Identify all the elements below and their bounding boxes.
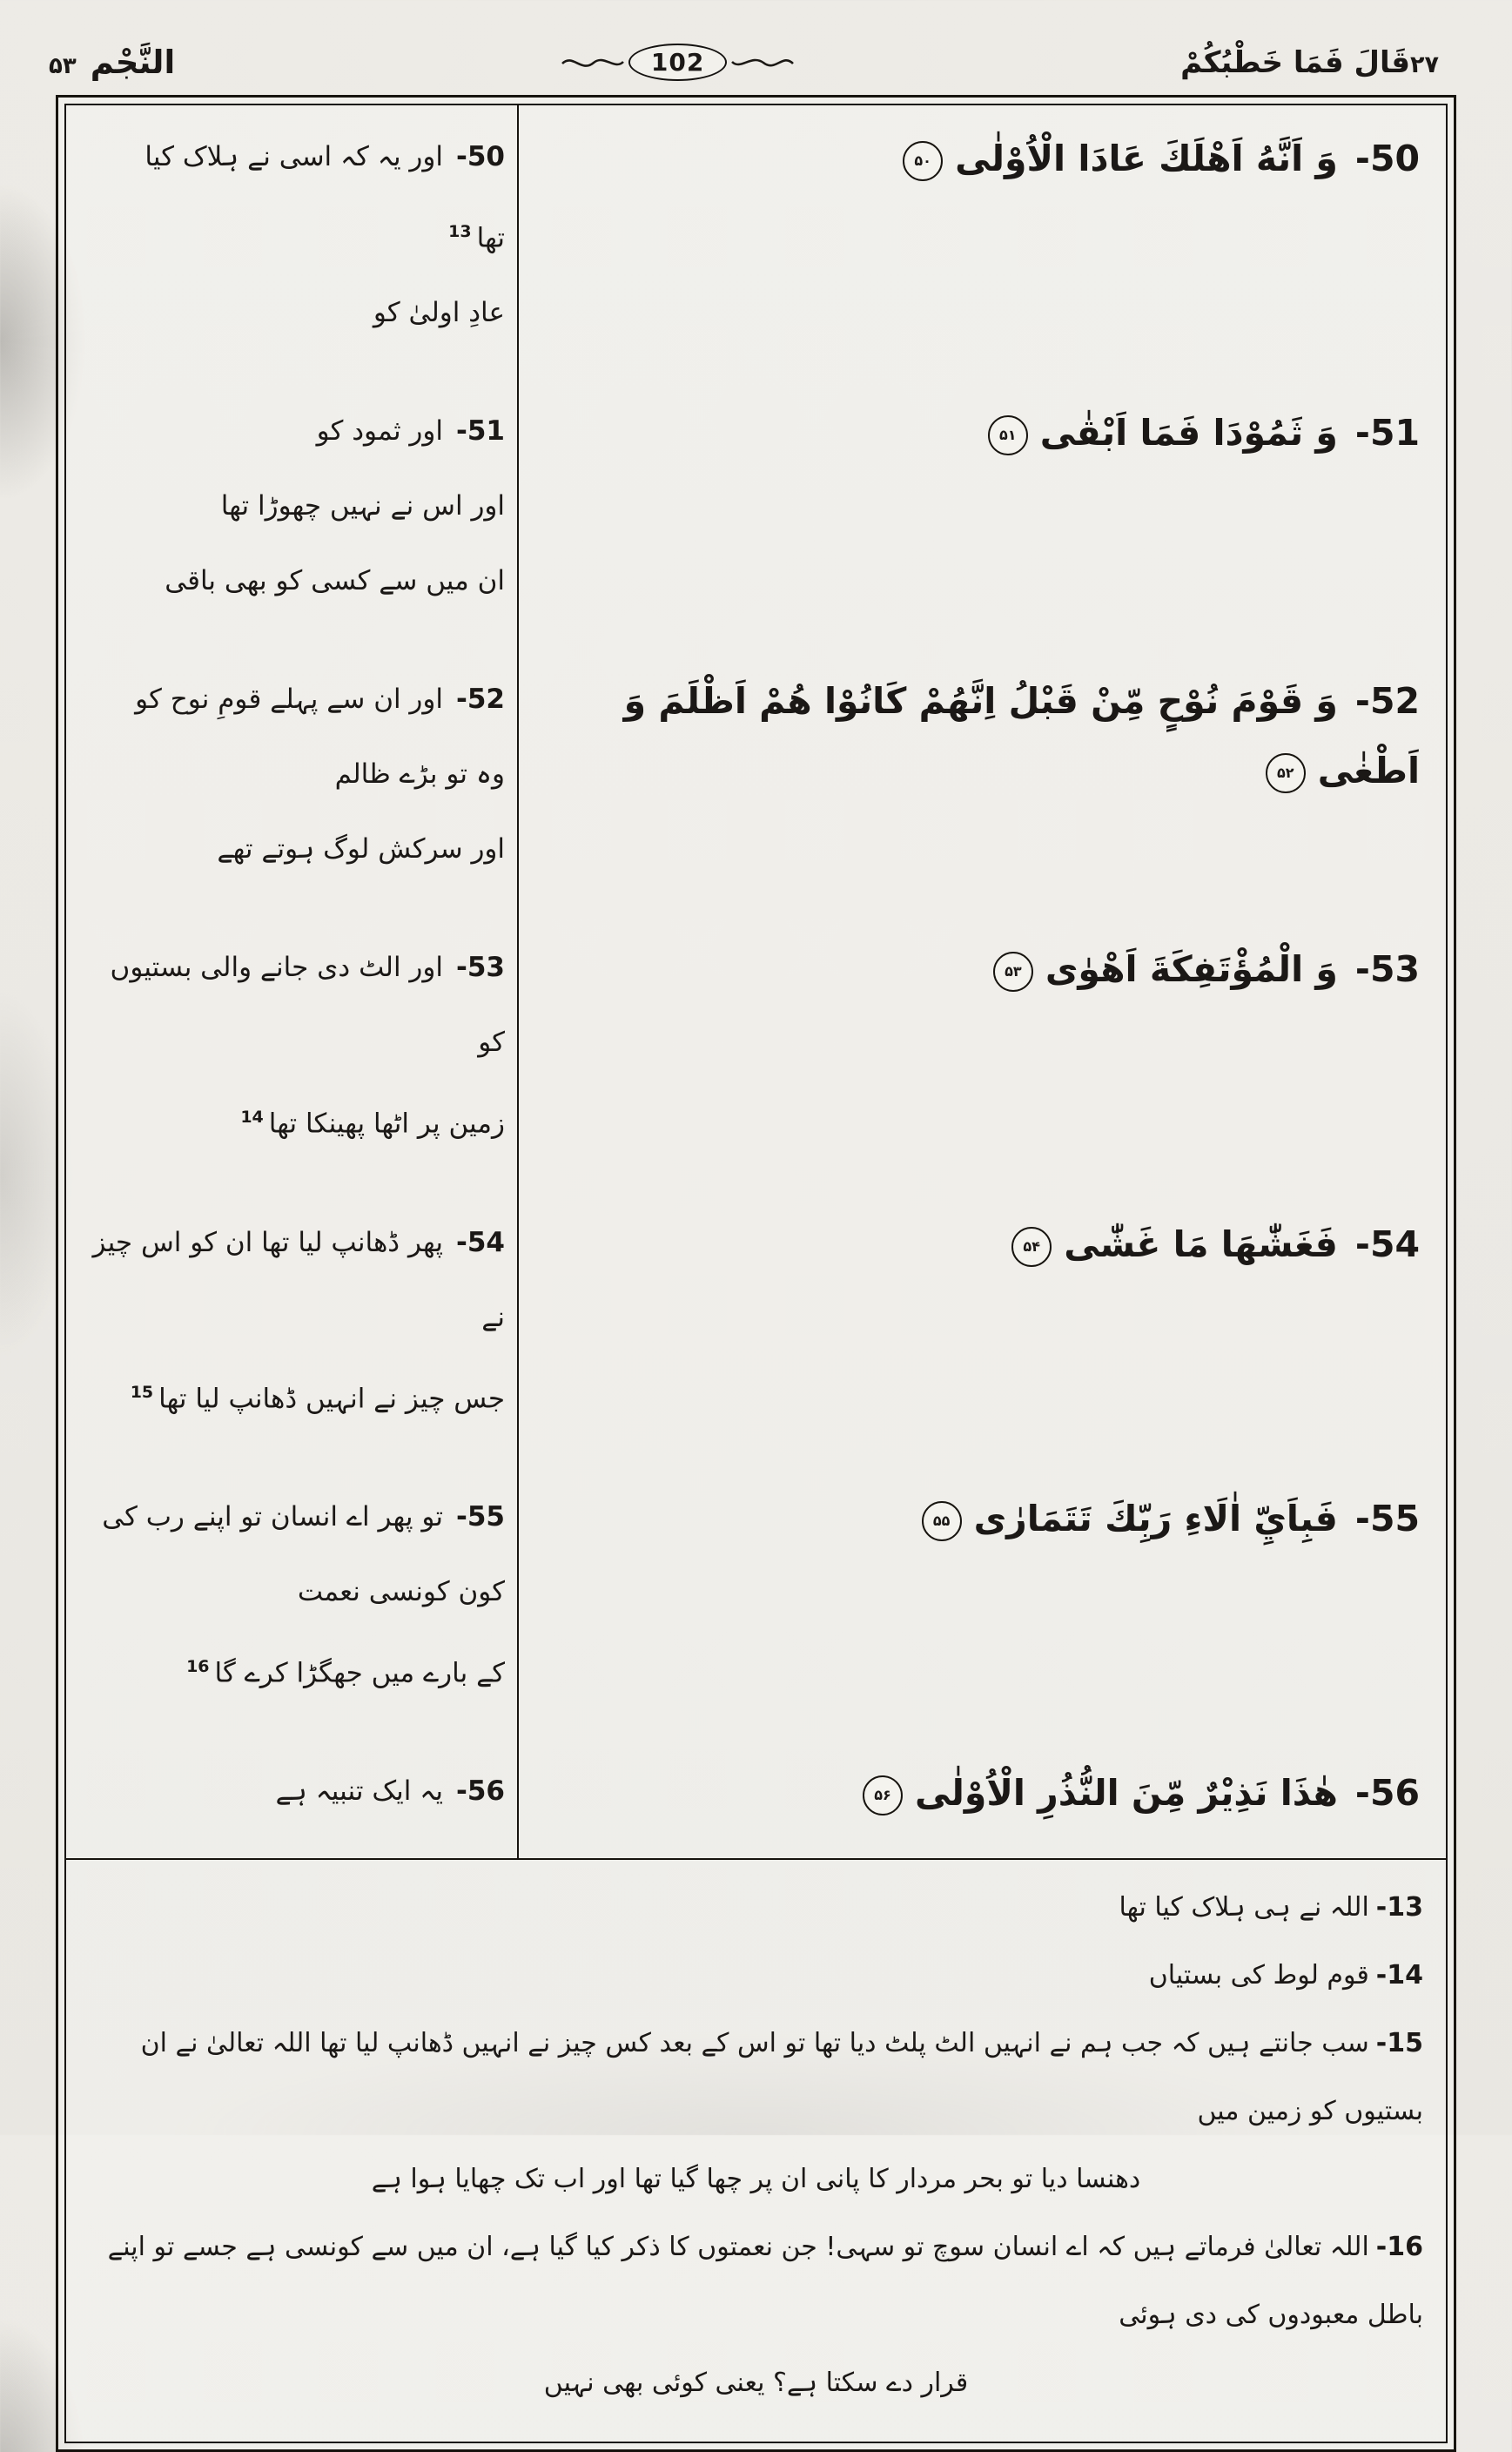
urdu-text: پھر ڈھانپ لیا تھا ان کو اس چیز نے (92, 1226, 505, 1333)
verse-number: 54- (1354, 1223, 1420, 1265)
ayah-number: ۵۲ (1276, 765, 1294, 782)
urdu-translation-cell (66, 105, 517, 380)
page-frame (56, 95, 1456, 2452)
urdu-text: جس چیز نے انہیں ڈھانپ لیا تھا (158, 1382, 505, 1414)
ayah-end-marker (1011, 1227, 1052, 1267)
urdu-line (92, 1479, 505, 1629)
footnote-text: سب جانتے ہیں کہ جب ہم نے انہیں الٹ پلٹ دیا تھا تو اس کے بعد کس چیز نے انہیں ڈھانپ لیا تھا اللہ تعالیٰ نے ان بستیوں کو زمین میں (140, 2028, 1423, 2127)
verse-row-56 (66, 1740, 1446, 1858)
arabic-verse-cell (517, 916, 1446, 1190)
urdu-text: عادِ اولیٰ کو (373, 297, 505, 329)
verse-number: 52- (455, 684, 505, 716)
urdu-text: وہ تو بڑے ظالم (334, 758, 505, 791)
urdu-text: اور الٹ دی جانے والی بستیوں کو (110, 952, 505, 1059)
urdu-line (92, 1080, 505, 1161)
ayah-number: ۵۴ (1023, 1237, 1040, 1255)
footnote-line (89, 2010, 1423, 2146)
footnote-line (89, 1942, 1423, 2010)
urdu-translation-cell (66, 648, 517, 916)
verse-number: 51- (455, 415, 505, 448)
page-header (0, 44, 1512, 95)
arabic-verse-text: وَ ثَمُوْدَا فَمَا اَبْقٰى (1039, 412, 1338, 455)
verse-row-55 (66, 1465, 1446, 1740)
footnote-number: 13- (1375, 1892, 1423, 1923)
urdu-line (92, 119, 505, 275)
ayah-end-marker (922, 1501, 962, 1541)
urdu-text: زمین پر اٹھا پھینکا تھا (268, 1108, 505, 1140)
surah-number: ۵۳ (49, 53, 77, 79)
ayah-number: ۵۱ (998, 427, 1017, 444)
arabic-verse-text: فَبِاَيِّ اٰلَاءِ رَبِّكَ تَتَمَارٰى (973, 1497, 1338, 1539)
footnote-13 (89, 1874, 1423, 1942)
urdu-text: کے بارے میں جھگڑا کرے گا (214, 1657, 505, 1689)
verse-row-50 (66, 105, 1446, 380)
urdu-translation-cell (66, 1740, 517, 1858)
urdu-line (92, 1754, 505, 1829)
urdu-line (92, 737, 505, 812)
footnote-text: دھنسا دیا تو بحر مردار کا پانی ان پر چھا گیا تھا اور اب تک چھایا ہوا ہے (371, 2164, 1141, 2195)
juz-number: ۲۷ (1410, 51, 1439, 78)
urdu-line (92, 468, 505, 543)
ayah-end-marker (1266, 753, 1306, 793)
verse-number: 51- (1354, 412, 1420, 455)
footnote-15 (89, 2010, 1423, 2213)
arabic-verse-text: فَغَشّٰهَا مَا غَشّٰى (1064, 1223, 1338, 1265)
arabic-verse-cell (517, 648, 1446, 916)
verse-row-54 (66, 1191, 1446, 1465)
ayah-end-marker (993, 952, 1033, 992)
urdu-text: ان میں سے کسی کو بھی باقی (165, 565, 505, 597)
urdu-line (92, 1205, 505, 1355)
footnote-line (89, 2349, 1423, 2417)
arabic-verse-cell (517, 1740, 1446, 1858)
urdu-line (92, 394, 505, 468)
arabic-verse-cell (517, 1191, 1446, 1465)
ayah-number: ۵۵ (932, 1512, 951, 1529)
ornament-right-icon (730, 51, 795, 74)
urdu-translation-cell (66, 1465, 517, 1740)
urdu-text: اور ثمود کو (316, 415, 443, 448)
urdu-translation-cell (66, 380, 517, 648)
footnote-14 (89, 1942, 1423, 2010)
arabic-verse-cell (517, 105, 1446, 380)
urdu-line (92, 1629, 505, 1710)
urdu-line (92, 275, 505, 350)
verse-number: 56- (455, 1775, 505, 1808)
urdu-translation-cell (66, 916, 517, 1190)
verse-row-53 (66, 916, 1446, 1190)
footnote-16 (89, 2213, 1423, 2417)
footnote-text: اللہ تعالیٰ فرماتے ہیں کہ اے انسان سوچ تو سہی! جن نعمتوں کا ذکر کیا گیا ہے، ان میں سے کونسی ہے جسے تو اپنے باطل معبودوں کی دی ہوئی (107, 2232, 1423, 2331)
urdu-line (92, 543, 505, 618)
arabic-verse-text: وَ قَوْمَ نُوْحٍ مِّنْ قَبْلُ اِنَّهُمْ كَانُوْا هُمْ اَظْلَمَ وَ اَطْغٰى (623, 680, 1420, 792)
footnote-ref: 14 (240, 1108, 264, 1128)
urdu-text: تو پھر اے انسان تو اپنے رب کی کون کونسی نعمت (102, 1500, 505, 1607)
urdu-line (92, 930, 505, 1080)
surah-name: النَّجْم (90, 44, 176, 81)
surah-title (49, 44, 175, 81)
urdu-translation-cell (66, 1191, 517, 1465)
footnote-text: قرار دے سکتا ہے؟ یعنی کوئی بھی نہیں (543, 2368, 969, 2399)
verse-row-51 (66, 380, 1446, 648)
urdu-text: اور ان سے پہلے قومِ نوح کو (135, 684, 443, 716)
verse-number: 53- (1354, 948, 1420, 991)
juz-title (1180, 45, 1451, 80)
verse-number: 56- (1354, 1772, 1420, 1815)
footnote-line (89, 1874, 1423, 1942)
footnote-ref: 16 (186, 1656, 210, 1676)
footnote-number: 15- (1375, 2028, 1423, 2059)
footnotes-section (66, 1858, 1446, 2442)
arabic-verse-cell (517, 1465, 1446, 1740)
footnote-ref: 13 (448, 222, 472, 241)
verse-number: 53- (455, 952, 505, 984)
footnote-ref: 15 (130, 1382, 154, 1402)
ayah-number: ۵۶ (874, 1787, 891, 1804)
footnote-text: اللہ نے ہی ہلاک کیا تھا (1119, 1892, 1369, 1923)
urdu-line (92, 662, 505, 737)
footnote-line (89, 2146, 1423, 2213)
ornament-left-icon (561, 51, 625, 74)
ayah-end-marker (863, 1775, 903, 1815)
page-number-ornament (561, 44, 795, 81)
footnote-text: قوم لوط کی بستیاں (1148, 1960, 1369, 1991)
verse-number: 54- (455, 1226, 505, 1258)
ayah-number: ۵۰ (914, 152, 931, 169)
page-frame-inner (64, 104, 1448, 2443)
footnote-number: 16- (1375, 2232, 1423, 2263)
verse-number: 50- (1354, 138, 1420, 179)
footnote-number: 14- (1375, 1960, 1423, 1991)
urdu-text: اور سرکش لوگ ہوتے تھے (217, 833, 505, 866)
juz-phrase: قَالَ فَمَا خَطْبُكُمْ (1180, 44, 1411, 80)
ayah-end-marker (988, 415, 1028, 455)
footnote-line (89, 2213, 1423, 2349)
urdu-text: اور اس نے نہیں چھوڑا تھا (220, 490, 505, 522)
arabic-verse-text: هٰذَا نَذِيْرٌ مِّنَ النُّذُرِ الْاُوْلٰى (914, 1772, 1338, 1815)
arabic-verse-text: وَ الْمُؤْتَفِكَةَ اَهْوٰى (1045, 948, 1338, 991)
page-number: 102 (628, 44, 727, 81)
ayah-end-marker (903, 141, 943, 181)
arabic-verse-text: وَ اَنَّهُ اَهْلَكَ عَادَا الْاُوْلٰى (955, 138, 1338, 179)
ayah-number: ۵۳ (1005, 963, 1022, 980)
urdu-line (92, 812, 505, 886)
verse-number: 55- (1354, 1497, 1420, 1539)
urdu-line (92, 1355, 505, 1436)
urdu-text: اور یہ کہ اسی نے ہلاک کیا تھا (144, 141, 505, 254)
verse-number: 52- (1354, 680, 1420, 723)
arabic-verse-cell (517, 380, 1446, 648)
urdu-text: یہ ایک تنبیہ ہے (275, 1775, 443, 1808)
verse-number: 55- (455, 1500, 505, 1532)
verse-row-52 (66, 648, 1446, 916)
verse-number: 50- (455, 141, 505, 172)
